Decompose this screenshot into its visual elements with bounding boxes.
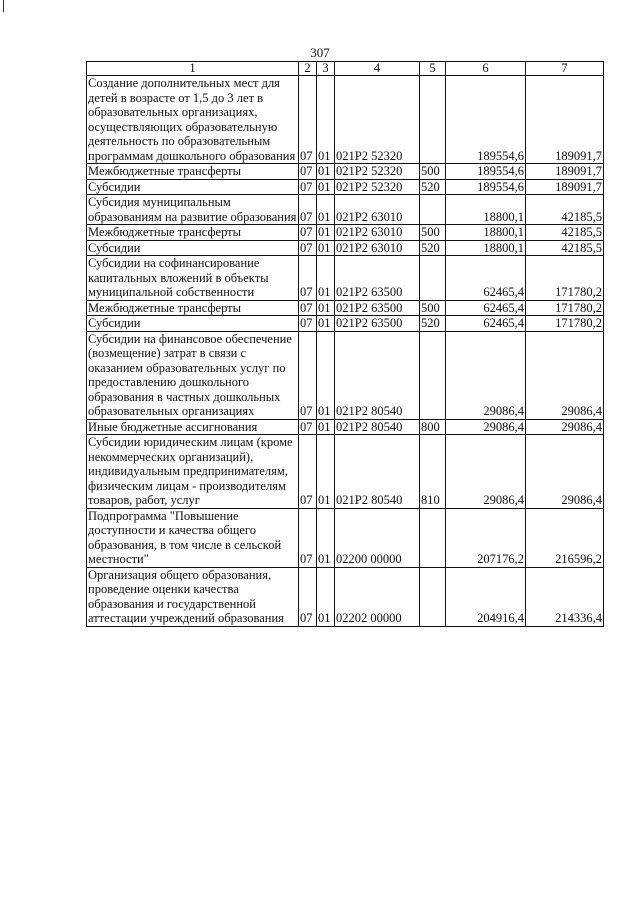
target-article-cell: 021P2 80540 [335, 419, 420, 435]
table-row [87, 316, 604, 332]
subsection-code-cell: 01 [317, 240, 335, 256]
row-name-cell: Межбюджетные трансферты [87, 164, 299, 180]
section-code-cell: 07 [299, 225, 317, 241]
subsection-code-cell: 01 [317, 567, 335, 626]
row-name-cell: Субсидии юридическим лицам (кроме некоммерческих организаций), индивидуальным предпринимателям, физическим лицам - производителям товаров, работ, услуг [87, 435, 299, 509]
table-row [87, 195, 604, 225]
subsection-code-cell: 01 [317, 179, 335, 195]
subsection-code-cell: 01 [317, 164, 335, 180]
table-row [87, 567, 604, 626]
amount-year1-cell: 29086,4 [446, 435, 526, 509]
amount-year1-cell: 18800,1 [446, 195, 526, 225]
row-name-cell: Создание дополнительных мест для детей в возрасте от 1,5 до 3 лет в образовательных организациях, осуществляющих образовательную деятельность по образовательным программам дошкольного образования [87, 76, 299, 164]
header-cell: 7 [526, 62, 604, 76]
expense-type-cell: 520 [420, 316, 446, 332]
section-code-cell: 07 [299, 300, 317, 316]
amount-year1-cell: 207176,2 [446, 508, 526, 567]
amount-year1-cell: 18800,1 [446, 225, 526, 241]
expense-type-cell: 500 [420, 225, 446, 241]
expense-type-cell [420, 195, 446, 225]
target-article-cell: 021P2 52320 [335, 76, 420, 164]
target-article-cell: 021P2 63010 [335, 225, 420, 241]
amount-year1-cell: 29086,4 [446, 419, 526, 435]
table-row [87, 435, 604, 509]
section-code-cell: 07 [299, 179, 317, 195]
amount-year2-cell: 42185,5 [526, 240, 604, 256]
expense-type-cell [420, 508, 446, 567]
amount-year1-cell: 62465,4 [446, 256, 526, 301]
expense-type-cell [420, 567, 446, 626]
table-row [87, 179, 604, 195]
header-cell: 5 [420, 62, 446, 76]
row-name-cell: Подпрограмма "Повышение доступности и качества общего образования, в том числе в сельской местности" [87, 508, 299, 567]
row-name-cell: Межбюджетные трансферты [87, 225, 299, 241]
target-article-cell: 021P2 63500 [335, 316, 420, 332]
row-name-cell: Субсидии [87, 240, 299, 256]
row-name-cell: Иные бюджетные ассигнования [87, 419, 299, 435]
row-name-cell: Субсидии на финансовое обеспечение (возмещение) затрат в связи с оказанием образовательных услуг по предоставлению дошкольного образования в частных дошкольных образовательных организациях [87, 331, 299, 419]
page-number: 307 [310, 45, 330, 60]
amount-year2-cell: 189091,7 [526, 76, 604, 164]
section-code-cell: 07 [299, 331, 317, 419]
row-name-cell: Субсидии [87, 179, 299, 195]
subsection-code-cell: 01 [317, 316, 335, 332]
expense-type-cell [420, 76, 446, 164]
section-code-cell: 07 [299, 240, 317, 256]
amount-year2-cell: 171780,2 [526, 300, 604, 316]
subsection-code-cell: 01 [317, 300, 335, 316]
amount-year2-cell: 189091,7 [526, 179, 604, 195]
section-code-cell: 07 [299, 76, 317, 164]
subsection-code-cell: 01 [317, 195, 335, 225]
table-row [87, 331, 604, 419]
expense-type-cell: 500 [420, 300, 446, 316]
amount-year1-cell: 189554,6 [446, 164, 526, 180]
subsection-code-cell: 01 [317, 419, 335, 435]
table-row [87, 300, 604, 316]
target-article-cell: 021P2 80540 [335, 435, 420, 509]
section-code-cell: 07 [299, 508, 317, 567]
table-row [87, 164, 604, 180]
row-name-cell: Межбюджетные трансферты [87, 300, 299, 316]
table-row [87, 508, 604, 567]
expense-type-cell [420, 256, 446, 301]
amount-year1-cell: 189554,6 [446, 76, 526, 164]
header-cell: 4 [335, 62, 420, 76]
table-row [87, 76, 604, 164]
subsection-code-cell: 01 [317, 508, 335, 567]
section-code-cell: 07 [299, 435, 317, 509]
section-code-cell: 07 [299, 164, 317, 180]
table-row [87, 240, 604, 256]
target-article-cell: 021P2 80540 [335, 331, 420, 419]
page-edge-mark [3, 0, 4, 12]
amount-year2-cell: 29086,4 [526, 331, 604, 419]
subsection-code-cell: 01 [317, 76, 335, 164]
section-code-cell: 07 [299, 256, 317, 301]
target-article-cell: 02200 00000 [335, 508, 420, 567]
amount-year1-cell: 18800,1 [446, 240, 526, 256]
expense-type-cell: 800 [420, 419, 446, 435]
expense-type-cell [420, 331, 446, 419]
header-cell: 1 [87, 62, 299, 76]
expense-type-cell: 810 [420, 435, 446, 509]
amount-year2-cell: 189091,7 [526, 164, 604, 180]
target-article-cell: 021P2 52320 [335, 179, 420, 195]
expense-type-cell: 500 [420, 164, 446, 180]
row-name-cell: Субсидии [87, 316, 299, 332]
row-name-cell: Организация общего образования, проведение оценки качества образования и государственной аттестации учреждений образования [87, 567, 299, 626]
target-article-cell: 02202 00000 [335, 567, 420, 626]
amount-year2-cell: 29086,4 [526, 419, 604, 435]
header-cell: 3 [317, 62, 335, 76]
target-article-cell: 021P2 63500 [335, 256, 420, 301]
amount-year1-cell: 189554,6 [446, 179, 526, 195]
subsection-code-cell: 01 [317, 256, 335, 301]
amount-year2-cell: 171780,2 [526, 256, 604, 301]
row-name-cell: Субсидии на софинансирование капитальных вложений в объекты муниципальной собственности [87, 256, 299, 301]
row-name-cell: Субсидия муниципальным образованиям на развитие образования [87, 195, 299, 225]
budget-table [86, 61, 604, 627]
amount-year1-cell: 29086,4 [446, 331, 526, 419]
header-cell: 2 [299, 62, 317, 76]
section-code-cell: 07 [299, 195, 317, 225]
table-row [87, 256, 604, 301]
expense-type-cell: 520 [420, 240, 446, 256]
subsection-code-cell: 01 [317, 331, 335, 419]
table-row [87, 419, 604, 435]
subsection-code-cell: 01 [317, 225, 335, 241]
target-article-cell: 021P2 63010 [335, 240, 420, 256]
table-header-row [87, 62, 604, 76]
amount-year1-cell: 204916,4 [446, 567, 526, 626]
target-article-cell: 021P2 63500 [335, 300, 420, 316]
amount-year2-cell: 42185,5 [526, 225, 604, 241]
amount-year1-cell: 62465,4 [446, 300, 526, 316]
header-cell: 6 [446, 62, 526, 76]
amount-year2-cell: 216596,2 [526, 508, 604, 567]
amount-year2-cell: 171780,2 [526, 316, 604, 332]
amount-year2-cell: 29086,4 [526, 435, 604, 509]
amount-year2-cell: 214336,4 [526, 567, 604, 626]
amount-year2-cell: 42185,5 [526, 195, 604, 225]
expense-type-cell: 520 [420, 179, 446, 195]
section-code-cell: 07 [299, 419, 317, 435]
target-article-cell: 021P2 63010 [335, 195, 420, 225]
amount-year1-cell: 62465,4 [446, 316, 526, 332]
subsection-code-cell: 01 [317, 435, 335, 509]
target-article-cell: 021P2 52320 [335, 164, 420, 180]
table-row [87, 225, 604, 241]
section-code-cell: 07 [299, 567, 317, 626]
section-code-cell: 07 [299, 316, 317, 332]
